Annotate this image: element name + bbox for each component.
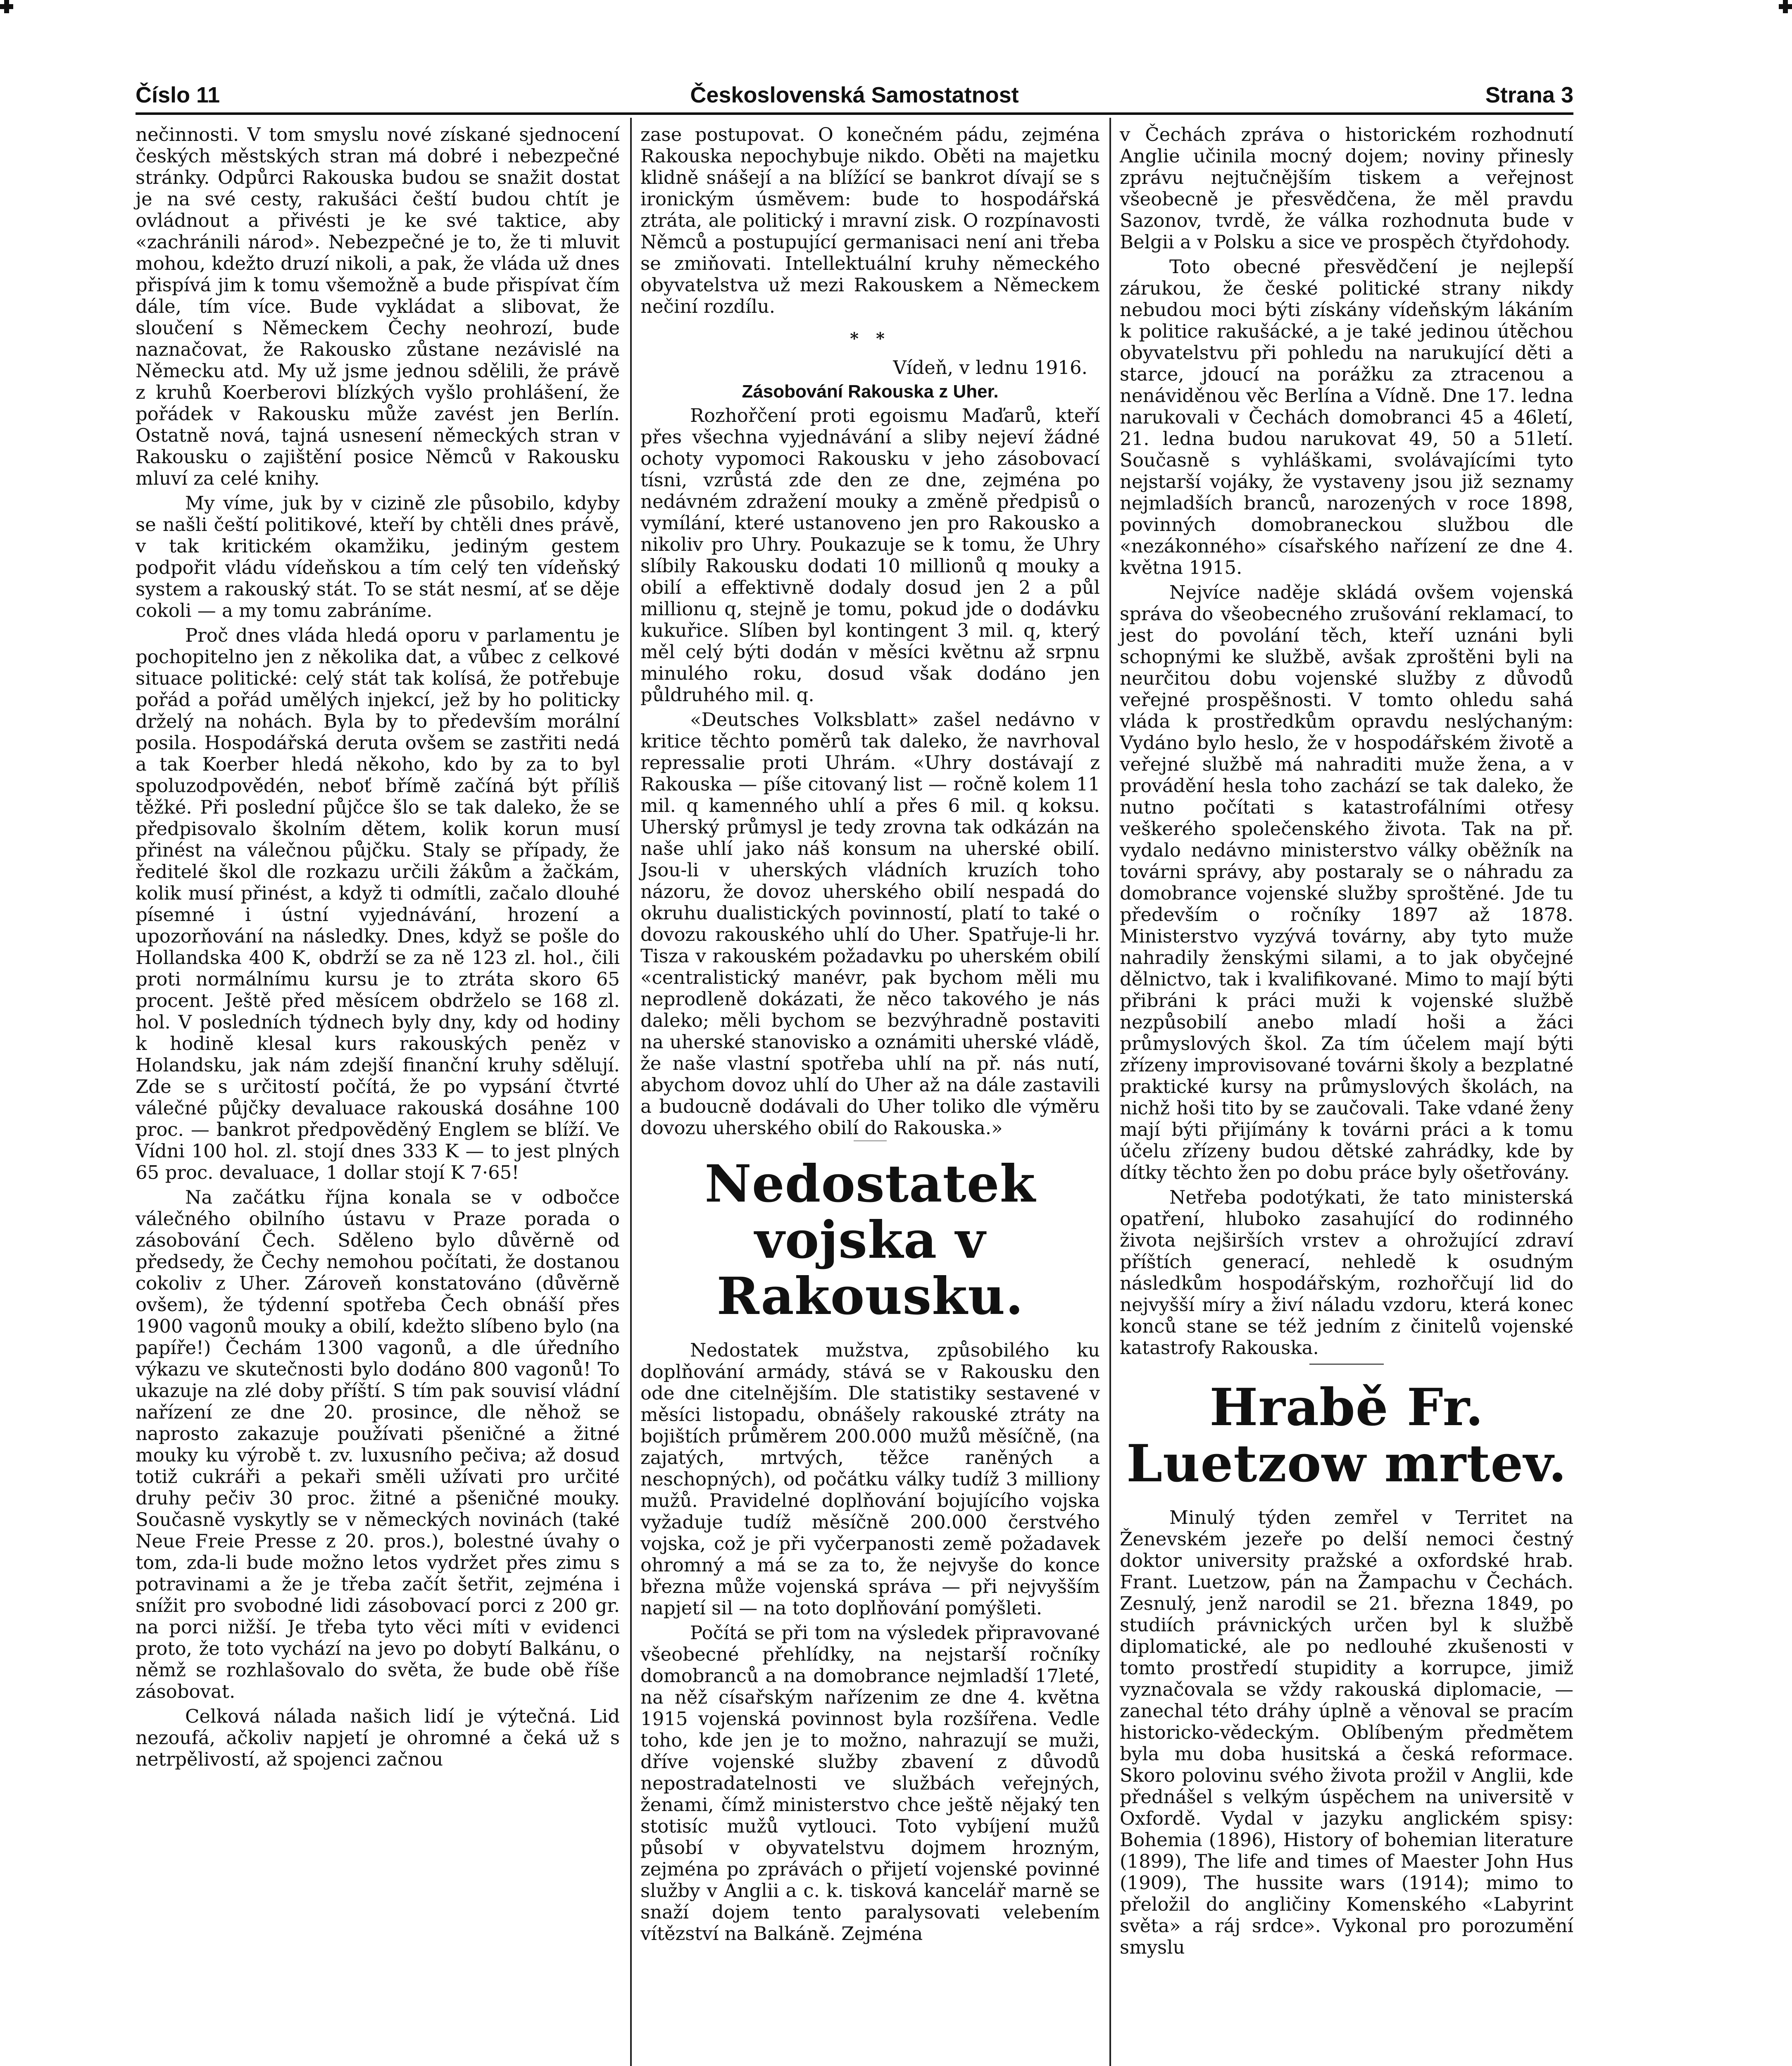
- paragraph: Netřeba podotýkati, že tato ministerská opatření, hluboko zasahující do rodinného života nejširších vrstev a ohrožující zdraví příštích generací, nehledě k osudným následkům hospodářským, rozhořčují lid do nejvyšší míry a živí náladu vzdoru, která konec konců stane se též jedním z činitelů vojenské katastrofy Rakouska.: [1120, 1186, 1573, 1359]
- section-separator: * *: [850, 329, 890, 348]
- paragraph: «Deutsches Volksblatt» zašel nedávno v kritice těchto poměrů tak daleko, že navrhoval repressalie proti Uhrám. «Uhry dostávají z Rakouska — píše citovaný list — ročně kolem 11 mil. q kamenného uhlí a přes 6 mil. q koksu. Uherský průmysl je tedy zrovna tak odkázán na naše uhlí jako náš konsum na uherské obilí. Jsou-li v uherských vládních kruzích toho názoru, že dovoz uherského obilí nespadá do okruhu dualistických povinností, platí to také o dovozu rakouského uhlí do Uher. Spatřuje-li hr. Tisza v rakouském požadavku po uherském obilí «centralistický manévr, pak bychom měli mu neprodleně dokázati, že něco takového je nás daleko; měli bychom se bezvýhradně postaviti na uherské stanovisko a oznámiti uherské vládě, že naše vlastní spotřeba uhlí na př. nás nutí, abychom dovoz uhlí do Uher až na dále zastavili a budoucně dodávali do Uher toliko dle výměru dovozu uherského obilí do Rakouska.»: [640, 709, 1100, 1139]
- column-3: [1120, 124, 1573, 1958]
- column-divider: [630, 118, 632, 2066]
- paragraph: Celková nálada našich lidí je výtečná. Lid nezoufá, ačkoliv napjetí je ohromné a čeká už s netrpělivostí, až spojenci začnou: [136, 1705, 620, 1770]
- newspaper-title: Československá Samostatnost: [690, 83, 1019, 107]
- subheading: Zásobování Rakouska z Uher.: [742, 381, 999, 402]
- paragraph: My víme, juk by v cizině zle působilo, kdyby se našli čeští politikové, kteří by chtěli dnes právě, v tak kritickém okamžiku, jediným gestem podpořit vládu vídeňskou a tím celý ten vídeňský system a rakouský stát. To se stát nesmí, ať se děje cokoli — a my tomu zabráníme.: [136, 492, 620, 621]
- paragraph: Minulý týden zemřel v Territet na Ženevském jezeře po delší nemoci čestný doktor university pražské a oxfordské hrab. Frant. Luetzow, pán na Žampachu v Čechách. Zesnulý, jenž narodil se 21. března 1849, po studiích právnických určen byl k službě diplomatické, ale po nedlouhé zkušenosti v tomto prostředí stupidity a korrupce, jimiž vyznačovala se vždy rakouská diplomacie, — zanechal této dráhy úplně a věnoval se pracím historicko-vědeckým. Oblíbeným předmětem byla mu doba husitská a česká reformace. Skoro polovinu svého života prožil v Anglii, kde přednášel s velkým úspěchem na universitě v Oxfordě. Vydal v jazyku anglickém spisy: Bohemia (1896), History of bohemian literature (1899), The life and times of Maester John Hus (1909), The hussite wars (1914); mimo to přeložil do angličiny Komenského «Labyrint světa» a ráj srdce». Vykonal pro porozumění smyslu: [1120, 1507, 1573, 1958]
- paragraph: Počítá se při tom na výsledek připravované všeobecné přehlídky, na nejstarší ročníky domobranců a na domobrance nejmladší 17leté, na něž císařským nařízenim ze dne 4. května 1915 vojenská povinnost byla rozšířena. Vedle toho, kde jen je to možno, nahrazují se muži, dříve vojenské služby zbavení z důvodů nepostradatelnosti ve službách veřejných, ženami, čímž ministerstvo chce ještě nějaký ten stotisíc mužů vytlouci. Toto vybíjení mužů působí v obyvatelstvu dojmem hrozným, zejména po zprávách o přijetí vojenské povinné služby v Anglii a c. k. tisková kancelář marně se snaží dojem tento paralysovati velebením vítězství na Balkáně. Zejména: [640, 1622, 1100, 1945]
- column-2: [640, 124, 1100, 1945]
- article-headline: Hrabě Fr. Luetzow mrtev.: [1126, 1378, 1567, 1494]
- paragraph: Toto obecné přesvědčení je nejlepší zárukou, že české politické strany nikdy nebudou moci býti získány vídeňským lákáním k politice rakušácké, a je také jedinou útěchou obyvatelstvu při pohledu na narukující děti a starce, jdoucí na porážku za ztracenou a nenáviděnou věc Berlína a Vídně. Dne 17. ledna narukovali v Čechách domobranci 45 a 46letí, 21. ledna budou narukovat 49, 50 a 51letí. Současně s vyhláškami, svolávajícími tyto nejstarší vojáky, že vystaveny jsou již seznamy nejmladších branců, narozených v roce 1898, povinných domobraneckou službou dle «nezákonného» císařského nařízení ze dne 4. května 1915.: [1120, 256, 1573, 578]
- paragraph: Proč dnes vláda hledá oporu v parlamentu je pochopitelno jen z několika dat, a vůbec z celkové situace politické: celý stát tak kolísá, že potřebuje pořád a pořád umělých injekcí, jež by ho politicky drželý na nohách. Byla by to především morální posila. Hospodářská deruta ovšem se zastřiti nedá a tak Koerber hledá někoho, kdo by za to byl spoluzodpovědén, neboť břímě začíná být příliš těžké. Při poslední půjčce šlo se tak daleko, že se předpisovalo školním dětem, kolik korun musí přinést na válečnou půjčku. Staly se případy, že ředitelé škol dle rozkazu určili žákům a žačkám, kolik musí přinést, a když ti odmítli, začalo dlouhé písemné i ústní vyjednávání, hrození a upozorňování na následky. Dnes, když se pošle do Hollandska 400 K, obdrží se za ně 123 zl. hol., čili proti normálnímu kursu je to ztráta skoro 65 procent. Ještě před měsícem obdrželo se 168 zl. hol. V posledních týdnech byly dny, kdy od hodiny k hodině klesal kurs rakouských peněz v Holandsku, jak nám zdejší finanční kruhy sdělují. Zde se s určitostí počítá, že po vypsání čtvrté válečné půjčky devaluace rakouská dosáhne 100 proc. — bankrot předpověděný Englem se blíží. Ve Vídni 100 hol. zl. stojí dnes 333 K — to jest plných 65 proc. devaluace, 1 dollar stojí K 7·65!: [136, 624, 620, 1183]
- page-number: Strana 3: [1485, 83, 1573, 107]
- column-1: [136, 124, 620, 1770]
- paragraph: nečinnosti. V tom smyslu nové získané sjednocení českých městských stran má dobré i nebezpečné stránky. Odpůrci Rakouska budou se snažit dostat je na své cesty, rakušáci čeští budou chtít je ovládnout a přivésti je ke své taktice, aby «zachránili národ». Nebezpečné je to, že ti mluvit mohou, kdežto druzí nikoli, a pak, že vláda už dnes přispívá jim k tomu všemožně a bude přispívat čím dále, tím více. Bude vykládat a slibovat, že sloučení s Německem Čechy neohrozí, bude naznačovat, že Rakousko zůstane nezávislé na Německu atd. My už jsme jednou sdělili, že právě z kruhů Koerberovi blízkých vyšlo prohlášení, že pořádek v Rakousku může zavést jen Berlín. Ostatně nová, tajná usnesení německých stran v Rakousku o zajištění posice Němců v Rakousku mluví za celé knihy.: [136, 124, 620, 489]
- crop-mark: [1779, 4, 1792, 9]
- page-header: [136, 79, 1573, 112]
- paragraph: zase postupovat. O konečném pádu, zejména Rakouska nepochybuje nikdo. Oběti na majetku klidně snášejí a na blížící se bankrot dívají se s ironickým úsměvem: bude to hospodářská ztráta, ale politický i mravní zisk. O rozpínavosti Němců a postupující germanisaci není ani třeba se zmiňovati. Intellektuální kruhy německého obyvatelstva už mezi Rakouskem a Německem nečiní rozdílu.: [640, 124, 1100, 317]
- crop-mark: [0, 4, 13, 9]
- paragraph: Nedostatek mužstva, způsobilého ku doplňování armády, stává se v Rakousku den ode dne citelnějším. Dle statistiky sestavené v měsíci listopadu, obnášely rakouské ztráty na bojištích průměrem 200.000 mužů měsíčně, (na zajatých, mrtvých, těžce raněných a neschopných), od počátku války tudíž 3 milliony mužů. Pravidelné doplňování bojujícího vojska vyžaduje tudíž měsíčně 200.000 čerstvého vojska, což je při vyčerpanosti země požadavek ohromný a má se za to, že nejvyše do konce března může vojenská správa — při nejvyšším napjetí sil — na toto doplňování pomýšleti.: [640, 1339, 1100, 1619]
- paragraph: v Čechách zpráva o historickém rozhodnutí Anglie učinila mocný dojem; noviny přinesly zprávu nejtučnějším tiskem a veřejnost všeobecně je přesvědčena, že měl pravdu Sazonov, tvrdě, že válka rozhodnuta bude v Belgii a v Polsku a sice ve prospěch čtyřdohody.: [1120, 124, 1573, 253]
- header-rule: [136, 112, 1573, 115]
- divider: [1309, 1364, 1384, 1365]
- dateline: Vídeň, v lednu 1916.: [893, 357, 1088, 378]
- paragraph: Na začátku října konala se v odbočce válečného obilního ústavu v Praze porada o zásobování Čech. Sděleno bylo důvěrně od předsedy, že Čechy nemohou počítati, že dostanou cokoliv z Uher. Zároveň konstatováno (důvěrně ovšem), že týdenní spotřeba Čech obnáší přes 1900 vagonů mouky a obilí, kdežto slíbeno bylo (na papíře!) Čechám 1300 vagonů, a dle úředního výkazu ve skutečnosti bylo dodáno 800 vagonů! To ukazuje na zlé doby příští. S tím pak souvisí vládní nařízení ze dne 20. prosince, dle něhož se naprosto zakazuje používati pšeničné a žitné mouky ku výrobě t. zv. luxusního pečiva; až dosud totiž cukráři a pekaři směli užívati pro určité druhy pečiv 30 proc. žitné a pšeničné mouky. Současně vyskytly se v německých novinách (také Neue Freie Presse z 20. pros.), bolestné úvahy o tom, zda-li bude možno letos vydržet přes zimu s potravinami a že je třeba začít šetřit, zejména i snížit pro svobodné lidi zásobovací porci z 200 gr. na porci nižší. Je třeba tyto věci míti v evidenci proto, že toto vychází na jevo po dobytí Balkánu, o němž se rozhlašovalo do světa, že bude obě říše zásobovat.: [136, 1186, 620, 1702]
- paragraph: Rozhořčení proti egoismu Maďarů, kteří přes všechna vyjednávání a sliby nejeví žádné ochoty vypomoci Rakousku v jeho zásobovací tísni, vzrůstá zde den ze dne, zejména po nedávném zdražení mouky a změně předpisů o vymílání, které ustanoveno jen pro Rakousko a nikoliv pro Uhry. Poukazuje se k tomu, že Uhry slíbily Rakousku dodati 10 millionů q mouky a obilí a effektivně dodaly dosud jen 2 a půl millionu q, stejně je tomu, pokud jde o dodávku kukuřice. Slíben byl kontingent 3 mil. q, který měl celý býti dodán v měsíci květnu až srpnu minulého roku, dosud však dodáno jen půldruhého mil. q.: [640, 405, 1100, 706]
- divider: [854, 1140, 887, 1141]
- column-divider: [1109, 118, 1111, 2066]
- article-headline: Nedostatek vojska v Rakousku.: [704, 1154, 1036, 1326]
- paragraph: Nejvíce naděje skládá ovšem vojenská správa do všeobecného zrušování reklamací, to jest do povolání těch, kteří uznáni byli schopnými ke službě, avšak zproštěni byli na neurčitou dobu vojenské služby z důvodů veřejné prospěšnosti. V tomto ohledu sahá vláda k prostředkům opravdu neslýchaným: Vydáno bylo heslo, že v hospodářském životě a veřejné službě má nahraditi muže žena, a v provádění hesla toho zachází se tak daleko, že nutno počítati s katastrofálními otřesy veškerého společenského života. Tak na př. vydalo nedávno ministerstvo války oběžník na továrni správy, aby postaraly se o náhradu za domobrance vojenské služby sproštěné. Jde tu především o ročníky 1897 až 1878. Ministerstvo vyzývá továrny, aby tyto muže nahradily ženskými silami, a to jak obyčejné dělnictvo, tak i kvalifikované. Mimo to mají býti přibráni k práci muži k vojenské službě nezpůsobilí anebo mladí hoši a žáci průmyslových škol. Za tím účelem mají býti zřízeny improvisované továrni školy a bezplatné praktické kursy na průmyslových školách, na nichž hoši tito by se zaučovali. Take vdané ženy mají býti přijímány k továrni práci a k tomu účelu zřízeny budou dětské zahrádky, kde by dítky těchto žen po dobu práce byly ošetřovány.: [1120, 581, 1573, 1183]
- issue-number: Číslo 11: [136, 83, 220, 107]
